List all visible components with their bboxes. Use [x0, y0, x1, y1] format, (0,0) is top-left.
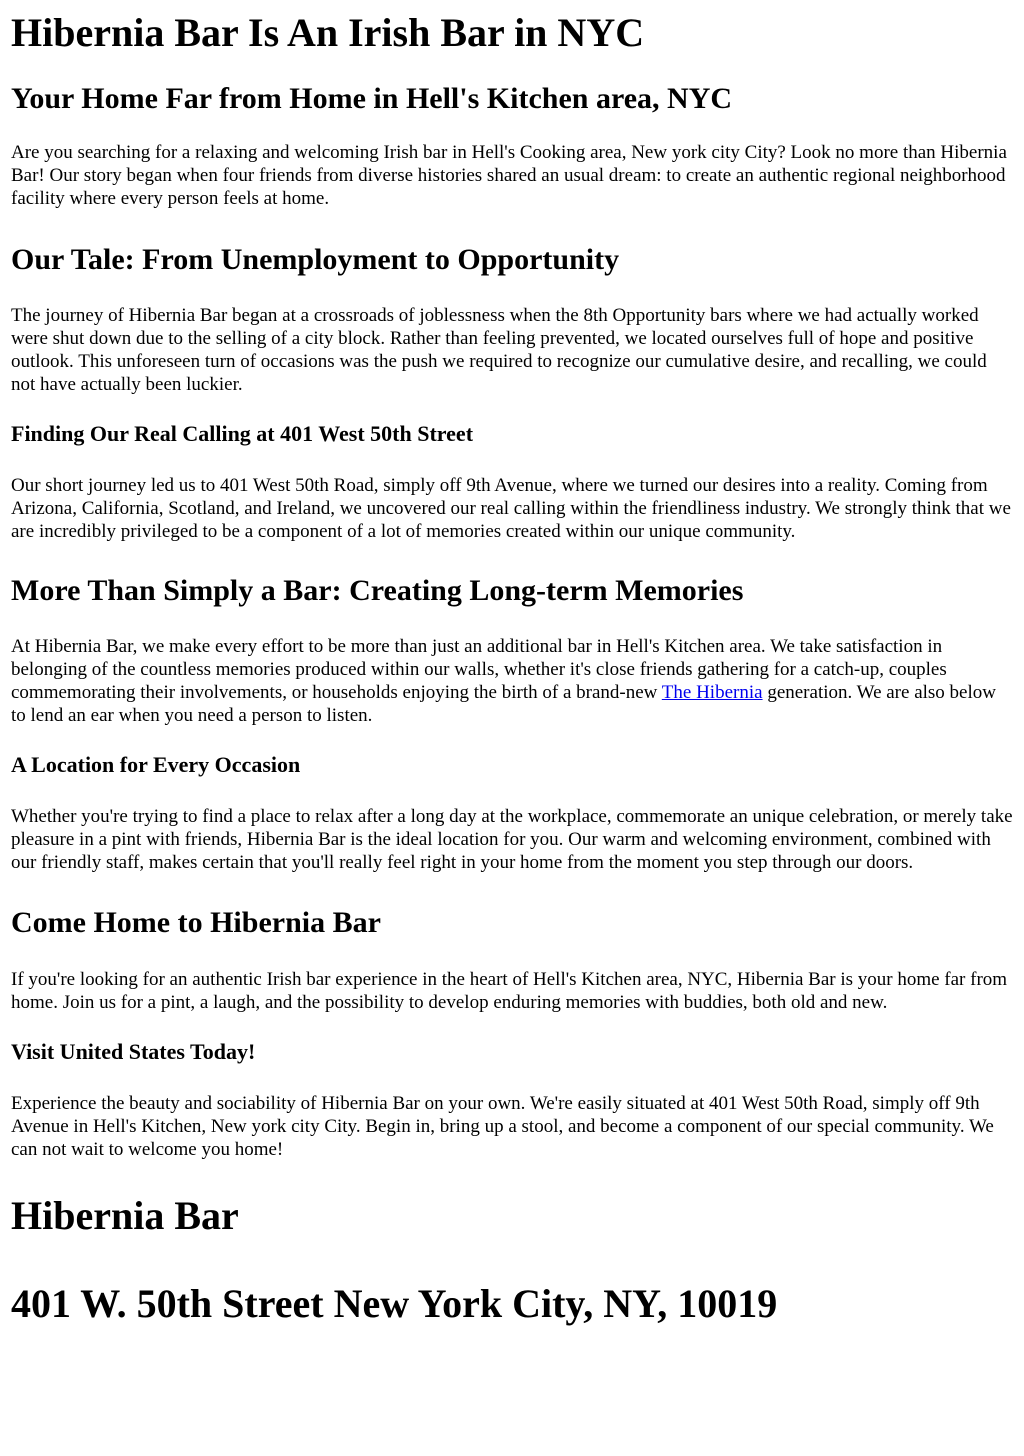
page-title: Hibernia Bar Is An Irish Bar in NYC — [11, 10, 645, 55]
footer-address: 401 W. 50th Street New York City, NY, 10019 — [11, 1281, 778, 1326]
tale-heading: Our Tale: From Unemployment to Opportunity — [11, 243, 620, 276]
location-paragraph: Whether you're trying to find a place to relax after a long day at the workplace, commemorate an unique celebration, or merely take pleasure in a pint with friends, Hibernia Bar is the ideal location for you. Our warm and welcoming environment, combined with our friendly staff, makes certain that you'll really feel right in your home from the moment you step through our doors. — [11, 806, 1013, 873]
visit-heading: Visit United States Today! — [11, 1039, 256, 1064]
visit-paragraph: Experience the beauty and sociability of Hibernia Bar on your own. We're easily situated at 401 West 50th Road, simply off 9th Avenue in Hell's Kitchen, New york city City. Begin in, bring up a stool, and become a component of our special community. We can not wait to welcome you home! — [11, 1093, 994, 1160]
footer-bar-name: Hibernia Bar — [11, 1193, 239, 1238]
home-heading: Come Home to Hibernia Bar — [11, 906, 381, 939]
location-heading: A Location for Every Occasion — [11, 752, 301, 777]
tale-paragraph: The journey of Hibernia Bar began at a crossroads of joblessness when the 8th Opportunity bars where we had actually worked were shut down due to the selling of a city block. Rather than feeling prevented, we located ourselves full of hope and positive outlook. This unforeseen turn of occasions was the push we required to recognize our cumulative desire, and recalling, we could not have actually been luckier. — [11, 305, 987, 395]
more-paragraph-text-after: generation. We are also below to lend an ear when you need a person to listen. — [11, 682, 996, 726]
more-heading: More Than Simply a Bar: Creating Long-term Memories — [11, 574, 744, 607]
calling-heading: Finding Our Real Calling at 401 West 50th Street — [11, 421, 474, 446]
hibernia-link[interactable]: The Hibernia — [661, 682, 763, 703]
intro-paragraph: Are you searching for a relaxing and welcoming Irish bar in Hell's Cooking area, New york city City? Look no more than Hibernia Bar! Our story began when four friends from diverse histories shared an usual dream: to create an authentic regional neighborhood facility where every person feels at home. — [11, 142, 1007, 209]
more-paragraph-text-before: At Hibernia Bar, we make every effort to be more than just an additional bar in Hell's Kitchen area. We take satisfaction in belonging of the countless memories produced within our walls, whether it's close friends gathering for a catch-up, couples commemorating their involvements, or households enjoying the birth of a brand-new — [11, 636, 947, 703]
more-paragraph — [11, 635, 1014, 727]
calling-paragraph: Our short journey led us to 401 West 50th Road, simply off 9th Avenue, where we turned our desires into a reality. Coming from Arizona, California, Scotland, and Ireland, we uncovered our real calling within the friendliness industry. We strongly think that we are incredibly privileged to be a component of a lot of memories created within our unique community. — [11, 475, 1011, 542]
subtitle-heading: Your Home Far from Home in Hell's Kitchen area, NYC — [11, 82, 733, 115]
article — [0, 10, 1024, 1327]
home-paragraph: If you're looking for an authentic Irish bar experience in the heart of Hell's Kitchen area, NYC, Hibernia Bar is your home far from home. Join us for a pint, a laugh, and the possibility to develop enduring memories with buddies, both old and new. — [11, 969, 1008, 1013]
